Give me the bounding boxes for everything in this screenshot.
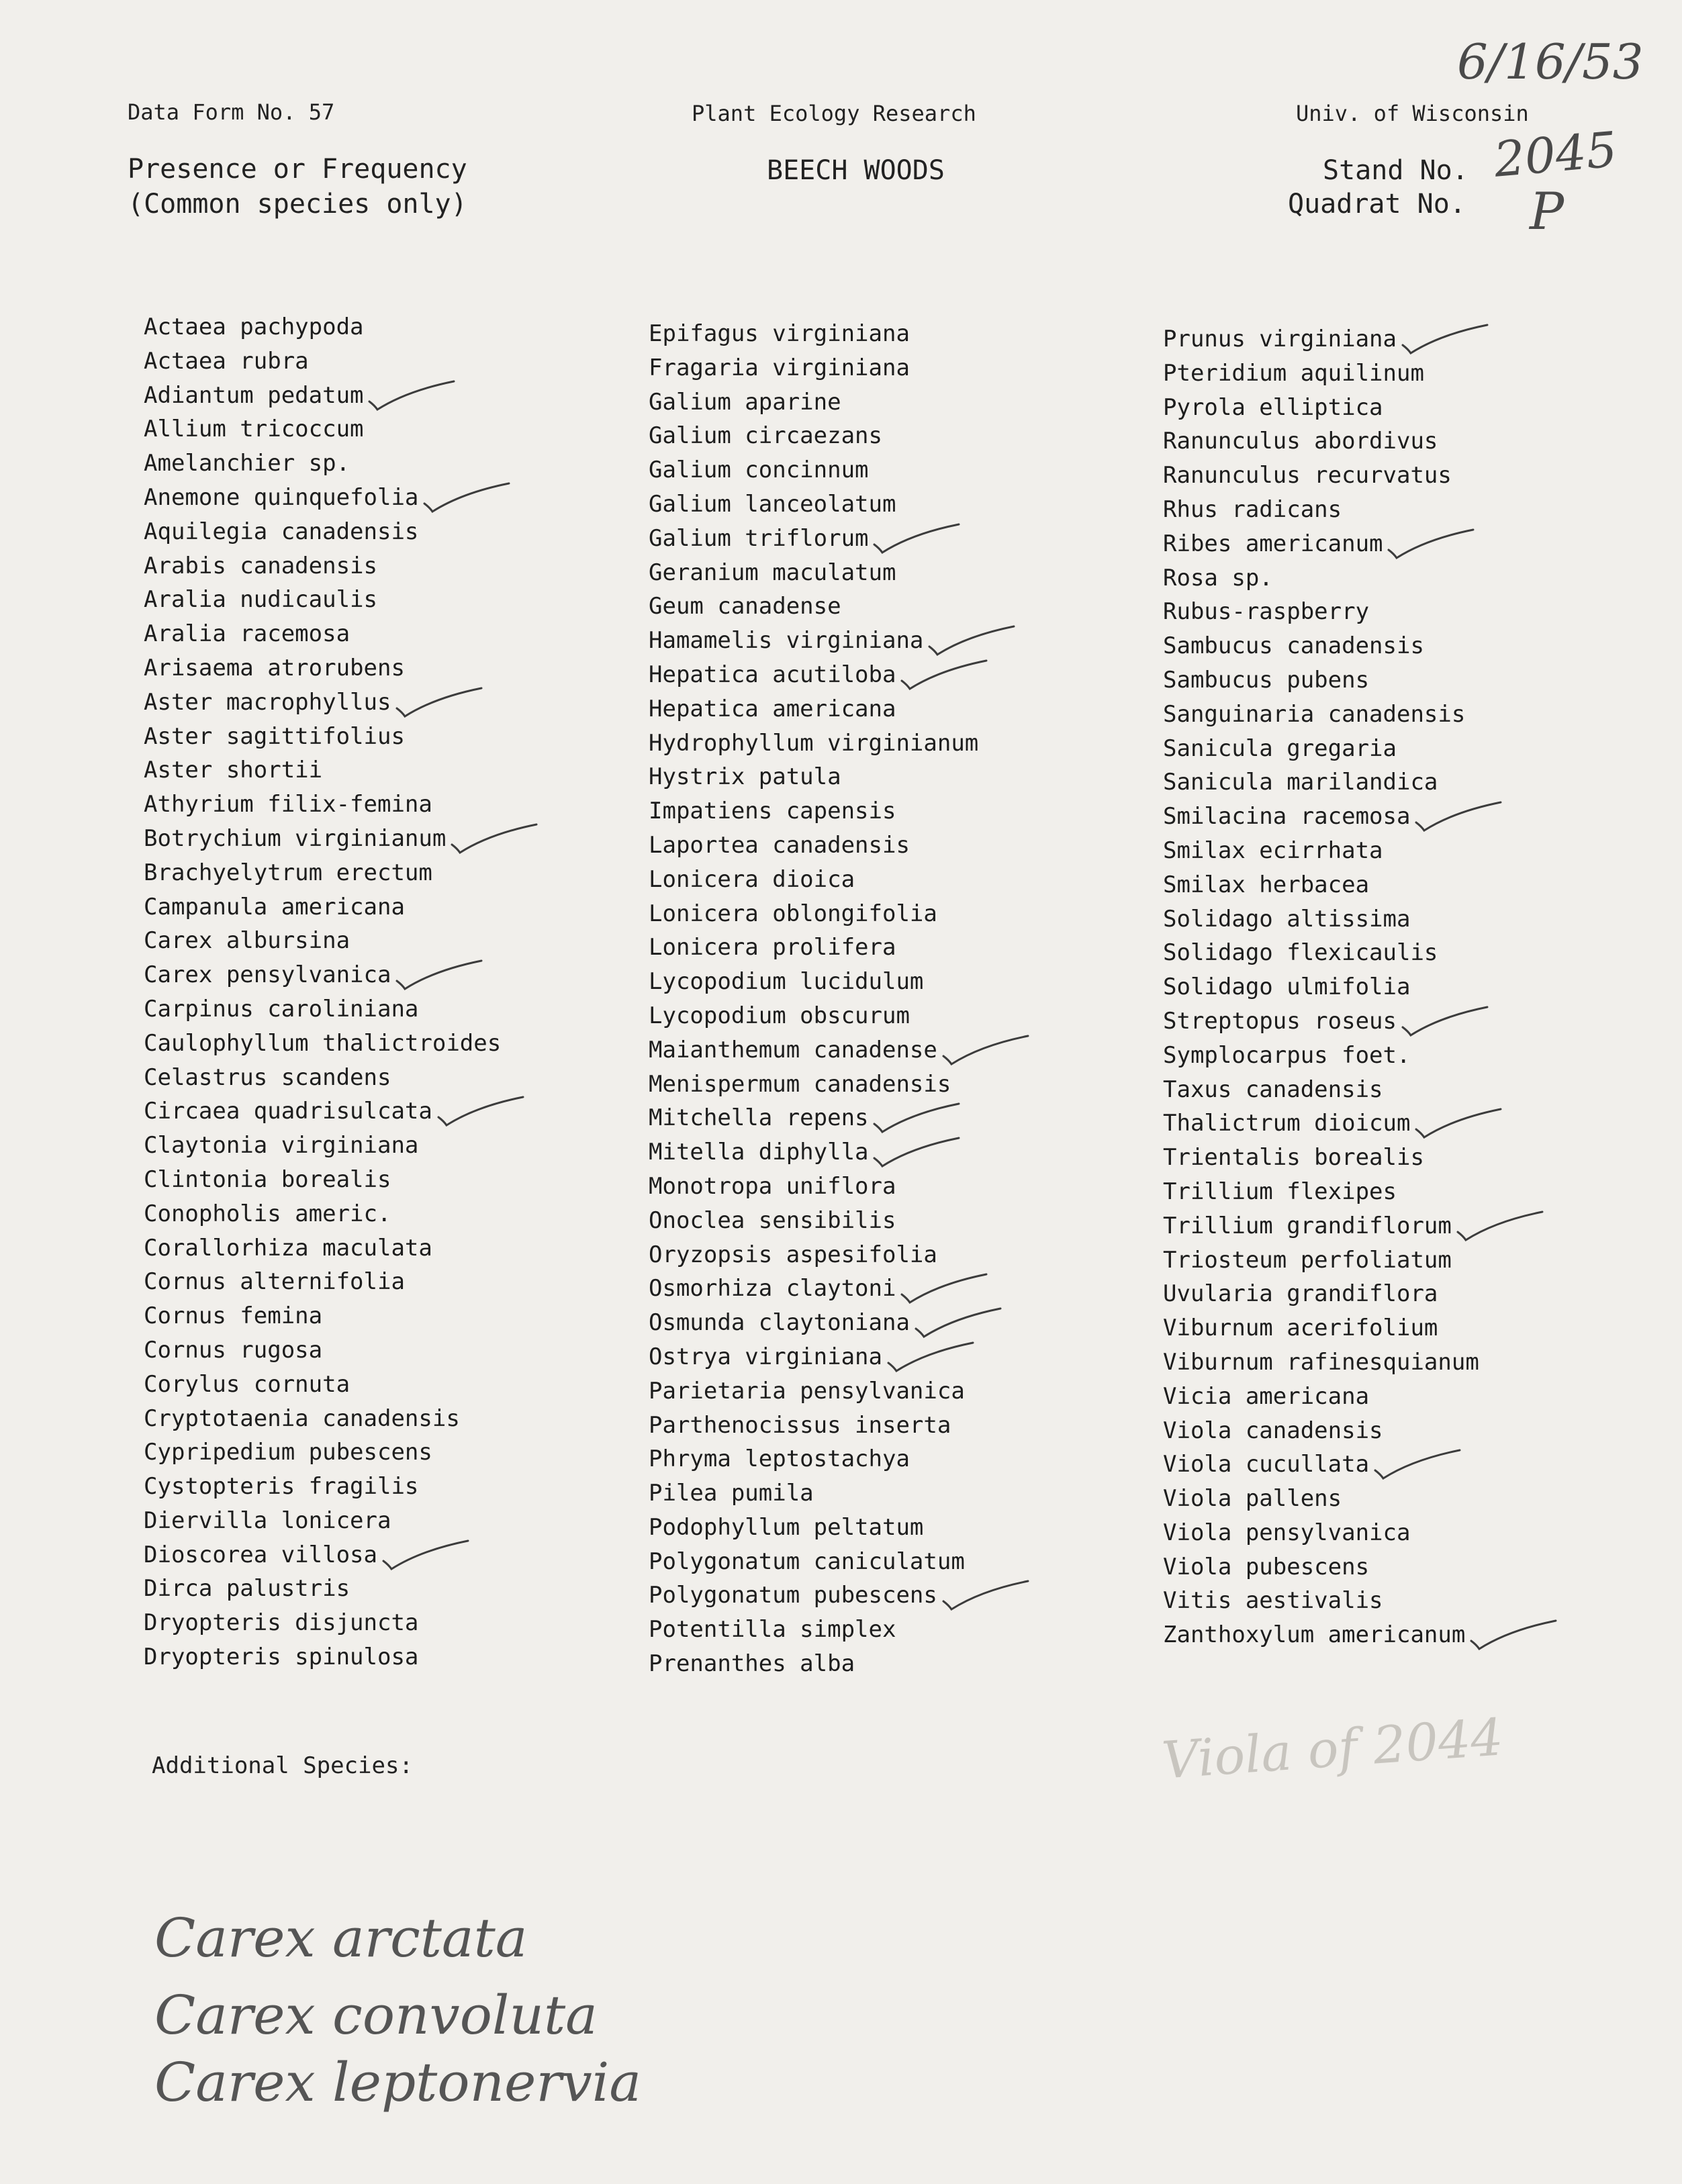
species-name: Symplocarpus foet. [1163,1041,1411,1069]
species-item [1163,1516,1479,1550]
species-name: Hamamelis virginiana [649,627,924,655]
checkmark-icon [381,1538,475,1572]
species-name: Corylus cornuta [144,1370,351,1398]
species-item [1163,1550,1479,1584]
species-item [144,958,501,992]
checkmark-icon [941,1033,1035,1067]
species-item [1163,424,1479,459]
species-item [649,1340,978,1374]
species-item [144,1265,501,1299]
species-item [649,658,978,692]
species-name: Ribes americanum [1163,530,1383,557]
species-name: Amelanchier sp. [144,450,351,477]
species-name: Potentilla simplex [649,1616,896,1644]
checkmark-icon [886,1340,980,1374]
species-item [649,1238,978,1272]
species-item [649,897,978,931]
species-item [144,344,501,379]
species-name: Onoclea sensibilis [649,1206,896,1234]
species-item [144,1640,501,1674]
species-name: Athyrium filix-femina [144,791,432,818]
checkmark-icon [941,1578,1035,1612]
species-name: Cornus rugosa [144,1336,323,1364]
species-item [144,856,501,890]
university: Univ. of Wisconsin [1296,101,1529,126]
species-name: Epifagus virginiana [649,320,910,347]
species-name: Mitchella repens [649,1104,869,1132]
species-item [649,999,978,1033]
species-name: Aquilegia canadensis [144,518,419,545]
handwritten-stand-number: 2045 [1491,121,1620,188]
species-item [1163,663,1479,698]
species-item [1163,391,1479,425]
species-name: Trillium grandiflorum [1163,1212,1452,1239]
species-name: Taxus canadensis [1163,1076,1383,1103]
species-item [144,1333,501,1368]
species-name: Thalictrum dioicum [1163,1110,1411,1137]
species-item [649,1647,978,1681]
species-item [649,1374,978,1409]
species-name: Diervilla lonicera [144,1507,391,1534]
species-item [649,1272,978,1306]
species-name: Dirca palustris [144,1575,351,1603]
additional-species-label: Additional Species: [152,1752,413,1779]
species-item [144,1061,501,1095]
species-name: Cornus alternifolia [144,1268,405,1296]
species-item [1163,629,1479,663]
quadrat-label: Quadrat No. [1288,189,1466,220]
species-name: Ranunculus abordivus [1163,428,1438,455]
species-name: Geranium maculatum [649,559,896,586]
species-name: Hystrix patula [649,763,841,791]
species-item [649,1101,978,1135]
species-name: Dryopteris spinulosa [144,1644,419,1671]
species-name: Clintonia borealis [144,1166,391,1193]
species-name: Viola pubescens [1163,1553,1370,1580]
species-item [649,828,978,863]
species-item [144,1094,501,1129]
species-item [1163,970,1479,1004]
species-name: Ostrya virginiana [649,1343,882,1370]
species-item [144,310,501,344]
species-name: Caulophyllum thalictroides [144,1029,502,1057]
species-name: Hepatica americana [649,695,896,722]
form-type-line1: Presence or Frequency [128,154,467,185]
species-item [649,1442,978,1476]
species-name: Campanula americana [144,893,405,920]
species-item [1163,459,1479,493]
checkmark-icon [872,1101,966,1135]
species-item [144,1027,501,1061]
handwritten-species-3: Carex leptonervia [154,2051,642,2114]
species-name: Galium lanceolatum [649,490,896,518]
species-item [649,522,978,556]
species-name: Osmorhiza claytoni [649,1275,896,1302]
species-name: Pyrola elliptica [1163,393,1383,421]
species-item [649,1135,978,1170]
handwritten-quadrat-letter: P [1530,181,1564,241]
species-name: Laportea canadensis [649,831,910,859]
species-item [144,1470,501,1504]
species-item [649,726,978,761]
species-name: Conopholis americ. [144,1200,391,1227]
species-name: Prunus virginiana [1163,326,1397,352]
species-name: Botrychium virginianum [144,824,447,852]
species-name: Arisaema atrorubens [144,654,405,681]
species-item [144,481,501,515]
species-name: Corallorhiza maculata [144,1234,432,1262]
species-item [1163,732,1479,766]
species-item [1163,1175,1479,1209]
species-name: Solidago altissima [1163,905,1411,933]
species-item [649,487,978,522]
species-name: Actaea pachypoda [144,314,364,340]
species-name: Maianthemum canadense [649,1036,937,1063]
species-name: Aster sagittifolius [144,722,405,750]
species-item [1163,1073,1479,1107]
species-item [144,412,501,446]
species-name: Viola pensylvanica [1163,1519,1411,1546]
species-name: Smilacina racemosa [1163,803,1411,830]
checkmark-icon [394,685,488,719]
species-item [1163,765,1479,800]
form-type-line2: (Common species only) [128,189,467,220]
species-name: Solidago flexicaulis [1163,939,1438,967]
handwritten-date: 6/16/53 [1457,34,1644,90]
species-name: Lonicera oblongifolia [649,900,937,927]
species-item [144,1402,501,1436]
checkmark-icon [872,1135,966,1169]
species-name: Sanicula marilandica [1163,769,1438,796]
checkmark-icon [913,1306,1007,1339]
species-item [144,446,501,481]
species-name: Menispermum canadensis [649,1070,951,1098]
checkmark-icon [394,958,488,992]
species-item [649,556,978,590]
species-item [649,794,978,828]
species-name: Streptopus roseus [1163,1007,1397,1035]
species-name: Pilea pumila [649,1480,814,1507]
species-name: Ranunculus recurvatus [1163,462,1452,489]
species-item [144,685,501,720]
species-column-1 [144,310,501,1674]
species-name: Galium concinnum [649,457,869,484]
species-name: Carex albursina [144,927,351,955]
species-item [144,1606,501,1640]
checkmark-icon [1400,1004,1494,1038]
checkmark-icon [422,481,516,514]
checkmark-icon [367,379,461,412]
organization: Plant Ecology Research [692,101,976,126]
species-name: Sambucus canadensis [1163,632,1424,660]
species-name: Viburnum acerifolium [1163,1315,1438,1342]
species-item [649,1545,978,1579]
species-item [649,589,978,624]
species-name: Cypripedium pubescens [144,1439,432,1466]
species-name: Aster macrophyllus [144,688,391,716]
species-item [1163,834,1479,868]
species-item [144,617,501,651]
species-item [1163,902,1479,937]
species-name: Phryma leptostachya [649,1445,910,1473]
species-item [144,1504,501,1538]
species-name: Cystopteris fragilis [144,1473,419,1501]
species-name: Parthenocissus inserta [649,1411,951,1439]
species-name: Polygonatum pubescens [649,1582,937,1609]
species-item [649,1170,978,1204]
species-item [649,760,978,794]
species-item [1163,1277,1479,1311]
species-name: Cornus femina [144,1302,323,1330]
species-item [144,1368,501,1402]
species-item [144,788,501,822]
species-name: Hepatica acutiloba [649,661,896,688]
species-item [649,1067,978,1102]
species-item [1163,936,1479,970]
species-item [649,317,978,351]
species-column-2 [649,317,978,1681]
species-item [649,1033,978,1067]
checkmark-icon [899,1272,993,1305]
species-item [144,1129,501,1163]
species-name: Adiantum pedatum [144,381,364,409]
species-name: Lonicera dioica [649,865,855,893]
species-item [649,692,978,726]
species-item [1163,527,1479,561]
species-item [1163,868,1479,902]
species-item [1163,1141,1479,1175]
species-name: Dryopteris disjuncta [144,1609,419,1637]
checkmark-icon [1455,1209,1549,1243]
species-name: Prenanthes alba [649,1650,855,1678]
species-name: Trillium flexipes [1163,1178,1397,1205]
species-name: Viola cucullata [1163,1451,1370,1478]
species-name: Viburnum rafinesquianum [1163,1348,1479,1376]
species-item [1163,1482,1479,1516]
species-column-3 [1163,322,1479,1652]
species-name: Vicia americana [1163,1382,1370,1410]
species-name: Sanicula gregaria [1163,734,1397,762]
species-name: Monotropa uniflora [649,1172,896,1200]
species-item [1163,595,1479,629]
species-item [649,624,978,658]
species-item [1163,1039,1479,1073]
species-name: Uvularia grandiflora [1163,1280,1438,1308]
species-name: Circaea quadrisulcata [144,1098,432,1125]
species-name: Dioscorea villosa [144,1541,377,1568]
species-name: Viola canadensis [1163,1417,1383,1444]
species-item [144,1197,501,1231]
species-name: Smilax ecirrhata [1163,837,1383,864]
checkmark-icon [436,1094,530,1128]
species-name: Brachyelytrum erectum [144,859,432,886]
species-item [144,549,501,583]
checkmark-icon [449,822,543,855]
species-name: Sanguinaria canadensis [1163,700,1466,728]
species-item [144,515,501,549]
species-item [144,720,501,754]
species-name: Impatiens capensis [649,798,896,825]
species-name: Triosteum perfoliatum [1163,1246,1452,1274]
species-name: Allium tricoccum [144,416,364,443]
species-item [649,453,978,487]
species-item [144,583,501,617]
species-item [144,1231,501,1266]
species-item [1163,1447,1479,1482]
species-item [144,992,501,1027]
species-name: Cryptotaenia canadensis [144,1405,460,1432]
community-title: BEECH WOODS [767,155,945,186]
species-name: Claytonia virginiana [144,1132,419,1159]
species-item [144,1163,501,1197]
species-name: Geum canadense [649,593,841,620]
checkmark-icon [1413,800,1507,833]
species-name: Carpinus caroliniana [144,995,419,1023]
species-name: Smilax herbacea [1163,871,1370,898]
species-name: Lycopodium lucidulum [649,968,924,996]
species-name: Celastrus scandens [144,1063,391,1091]
species-item [1163,800,1479,834]
species-item [649,1409,978,1443]
species-name: Trientalis borealis [1163,1144,1424,1172]
handwritten-species-1: Carex arctata [154,1907,528,1969]
checkmark-icon [1413,1106,1507,1140]
species-item [649,863,978,897]
species-item [649,1511,978,1545]
species-item [1163,1311,1479,1345]
species-name: Solidago ulmifolia [1163,974,1411,1001]
species-name: Carex pensylvanica [144,961,391,989]
species-item [1163,357,1479,391]
checkmark-icon [872,522,966,555]
species-item [1163,1380,1479,1414]
species-name: Viola pallens [1163,1485,1342,1513]
species-item [1163,493,1479,527]
species-item [144,1538,501,1572]
species-name: Podophyllum peltatum [649,1513,924,1541]
checkmark-icon [1386,527,1480,561]
species-item [144,651,501,685]
species-name: Rubus-raspberry [1163,598,1370,626]
handwritten-species-2: Carex convoluta [154,1984,598,2046]
species-name: Actaea rubra [144,347,309,375]
species-name: Mitella diphylla [649,1139,869,1166]
species-item [649,351,978,385]
species-item [1163,1618,1479,1652]
faint-pencil-note: Viola of 2044 [1160,1707,1505,1791]
species-item [144,822,501,856]
species-name: Aster shortii [144,757,323,784]
species-item [144,1572,501,1606]
species-item [649,385,978,420]
checkmark-icon [899,658,993,692]
checkmark-icon [927,624,1021,657]
species-item [649,1613,978,1647]
species-name: Anemone quinquefolia [144,483,419,511]
species-name: Hydrophyllum virginianum [649,729,979,757]
species-item [649,1476,978,1511]
species-item [144,1299,501,1333]
species-name: Aralia nudicaulis [144,586,377,614]
species-item [1163,1243,1479,1278]
species-item [1163,322,1479,357]
species-name: Fragaria virginiana [649,354,910,381]
checkmark-icon [1372,1447,1466,1481]
species-item [1163,1414,1479,1448]
species-name: Rhus radicans [1163,495,1342,523]
species-name: Osmunda claytoniana [649,1309,910,1337]
species-item [1163,698,1479,732]
species-item [1163,1584,1479,1618]
stand-label: Stand No. [1323,155,1468,186]
checkmark-icon [1400,322,1494,356]
species-item [144,890,501,924]
species-name: Vitis aestivalis [1163,1587,1383,1615]
species-name: Zanthoxylum americanum [1163,1621,1466,1649]
species-item [649,965,978,999]
species-item [144,379,501,413]
species-name: Parietaria pensylvanica [649,1377,965,1405]
form-number: Data Form No. 57 [128,99,335,125]
species-name: Lonicera prolifera [649,934,896,961]
species-item [649,419,978,453]
species-name: Pteridium aquilinum [1163,359,1424,387]
species-item [649,1578,978,1613]
species-name: Arabis canadensis [144,552,377,579]
species-item [649,1306,978,1340]
species-item [649,1204,978,1238]
species-name: Oryzopsis aspesifolia [649,1241,937,1268]
species-name: Aralia racemosa [144,620,351,648]
species-name: Rosa sp. [1163,564,1273,591]
species-item [144,753,501,788]
species-item [1163,1106,1479,1141]
species-item [1163,1209,1479,1243]
species-item [1163,1004,1479,1039]
species-item [144,924,501,958]
species-item [1163,1345,1479,1380]
species-name: Galium circaezans [649,422,882,450]
checkmark-icon [1468,1618,1562,1652]
species-name: Polygonatum caniculatum [649,1548,965,1575]
species-item [1163,561,1479,596]
species-name: Galium aparine [649,388,841,416]
species-name: Galium triflorum [649,524,869,552]
species-name: Lycopodium obscurum [649,1002,910,1029]
species-name: Sambucus pubens [1163,666,1370,694]
species-item [649,931,978,965]
species-item [144,1435,501,1470]
